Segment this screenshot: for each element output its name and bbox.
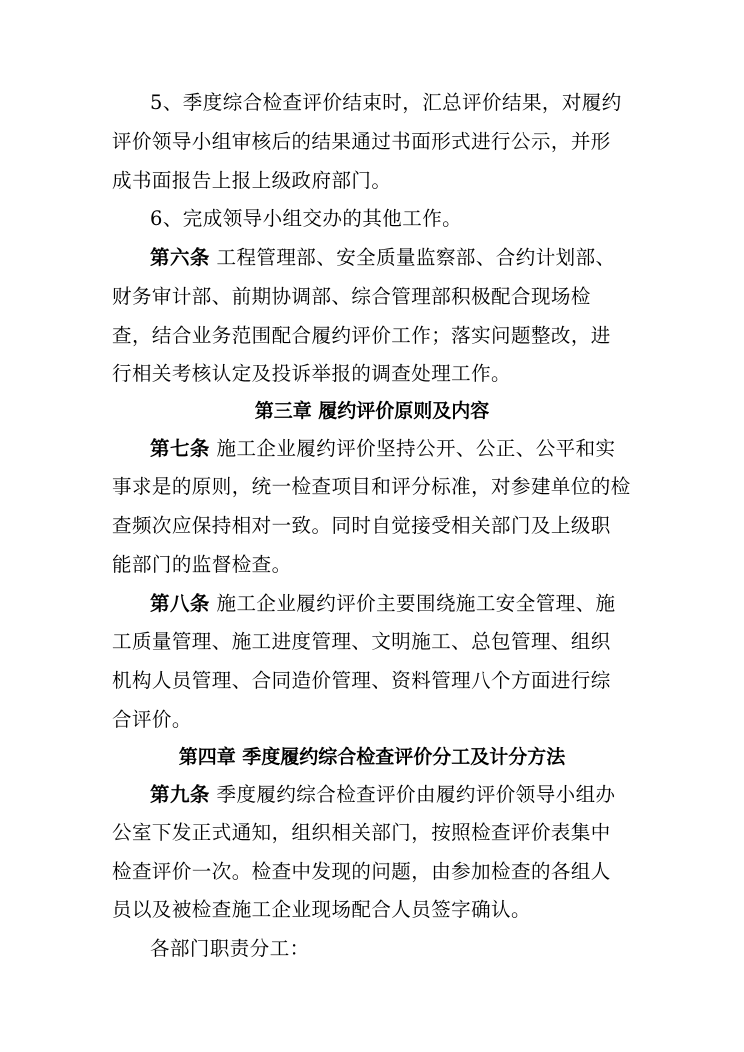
item5-line-3: 成书面报告上报上级政府部门。 (112, 169, 392, 192)
article8-line-3: 机构人员管理、合同造价管理、资料管理八个方面进行综 (112, 669, 611, 692)
article8-line-4: 合评价。 (112, 708, 192, 731)
article8-line-1 (150, 592, 616, 616)
item5-line-1: 5、季度综合检查评价结束时，汇总评价结果，对履约 (150, 91, 622, 114)
chapter3-heading: 第三章 履约评价原则及内容 (254, 400, 490, 422)
article9-line-4: 员以及被检查施工企业现场配合人员签字确认。 (112, 898, 531, 921)
article9-line-2: 公室下发正式通知，组织相关部门，按照检查评价表集中 (112, 821, 611, 844)
chapter4-heading: 第四章 季度履约综合检查评价分工及计分方法 (178, 746, 566, 768)
article9-line-3: 检查评价一次。检查中发现的问题，由参加检查的各组人 (112, 860, 611, 883)
article7-line-2: 事求是的原则，统一检查项目和评分标准，对参建单位的检 (112, 475, 631, 498)
article7-line-4: 能部门的监督检查。 (112, 553, 292, 576)
article7-text: 施工企业履约评价坚持公开、公正、公平和实 (209, 437, 616, 460)
article6-text: 工程管理部、安全质量监察部、合约计划部、 (209, 246, 616, 269)
article6-line-2: 财务审计部、前期协调部、综合管理部积极配合现场检 (112, 285, 591, 308)
division-line-1: 各部门职责分工： (150, 937, 310, 960)
article6-label: 第六条 (150, 246, 210, 269)
article6-line-4: 行相关考核认定及投诉举报的调查处理工作。 (112, 362, 512, 385)
article7-line-1 (150, 437, 616, 461)
item5-line-2: 评价领导小组审核后的结果通过书面形式进行公示，并形 (112, 130, 611, 153)
article9-line-1 (150, 783, 616, 807)
article6-line-3: 查，结合业务范围配合履约评价工作；落实问题整改，进 (112, 324, 611, 347)
article7-line-3: 查频次应保持相对一致。同时自觉接受相关部门及上级职 (112, 514, 611, 537)
article8-line-2: 工质量管理、施工进度管理、文明施工、总包管理、组织 (112, 630, 611, 653)
article6-line-1 (150, 246, 616, 270)
article8-text: 施工企业履约评价主要围绕施工安全管理、施 (209, 592, 616, 615)
article7-label: 第七条 (150, 437, 210, 460)
article9-label: 第九条 (150, 783, 210, 806)
item6-line-1: 6、完成领导小组交办的其他工作。 (150, 207, 463, 230)
article8-label: 第八条 (150, 592, 210, 615)
article9-text: 季度履约综合检查评价由履约评价领导小组办 (209, 783, 616, 806)
